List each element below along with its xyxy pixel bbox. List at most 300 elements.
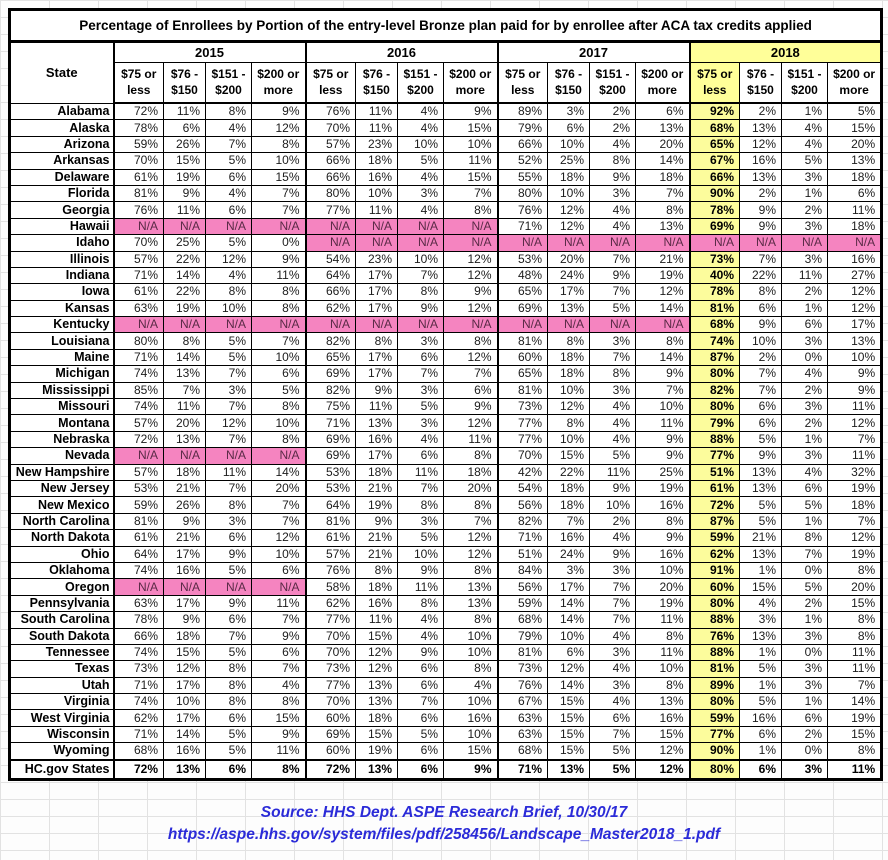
value-cell: 5% <box>828 103 882 120</box>
value-cell: 57% <box>114 251 164 267</box>
value-cell: 6% <box>398 760 444 780</box>
value-cell: 12% <box>356 661 398 677</box>
value-cell: 57% <box>306 136 356 152</box>
value-cell: 20% <box>828 579 882 595</box>
value-cell: 18% <box>828 218 882 234</box>
year-header-row <box>10 42 882 63</box>
value-cell: 4% <box>398 169 444 185</box>
value-cell: 58% <box>306 579 356 595</box>
value-cell: 9% <box>636 530 690 546</box>
value-cell: 13% <box>356 694 398 710</box>
value-cell: 2% <box>740 349 782 365</box>
value-cell: 69% <box>498 300 548 316</box>
value-cell: 8% <box>828 743 882 760</box>
value-cell: 3% <box>398 382 444 398</box>
value-cell: 17% <box>356 349 398 365</box>
value-cell: 21% <box>356 546 398 562</box>
value-cell: 8% <box>252 760 306 780</box>
value-cell: 7% <box>590 726 636 742</box>
state-cell: Pennsylvania <box>10 595 114 611</box>
value-cell: 17% <box>356 267 398 283</box>
table-row <box>10 431 882 447</box>
value-cell: 4% <box>590 415 636 431</box>
value-cell: 4% <box>252 677 306 693</box>
value-cell: 82% <box>498 513 548 529</box>
value-cell: 6% <box>398 710 444 726</box>
value-cell: 12% <box>828 415 882 431</box>
value-cell: 7% <box>252 333 306 349</box>
value-cell: 72% <box>306 760 356 780</box>
value-cell: 16% <box>740 153 782 169</box>
value-cell: N/A <box>114 448 164 464</box>
value-cell: 6% <box>740 415 782 431</box>
value-cell: 70% <box>498 448 548 464</box>
value-cell: 6% <box>828 185 882 201</box>
price-band-header: $76 - $150 <box>740 63 782 104</box>
value-cell: 64% <box>114 546 164 562</box>
value-cell: 53% <box>114 480 164 496</box>
value-cell: 69% <box>306 726 356 742</box>
value-cell: 54% <box>306 251 356 267</box>
value-cell: 0% <box>782 562 828 578</box>
value-cell: 12% <box>548 218 590 234</box>
value-cell: 62% <box>306 300 356 316</box>
value-cell: 82% <box>306 382 356 398</box>
value-cell: 12% <box>252 530 306 546</box>
value-cell: 21% <box>356 530 398 546</box>
value-cell: 12% <box>444 349 498 365</box>
table-row <box>10 710 882 726</box>
value-cell: 24% <box>548 546 590 562</box>
value-cell: 8% <box>740 284 782 300</box>
value-cell: 7% <box>590 349 636 365</box>
value-cell: 8% <box>444 612 498 628</box>
value-cell: 17% <box>356 300 398 316</box>
value-cell: 8% <box>206 661 252 677</box>
value-cell: 71% <box>114 677 164 693</box>
value-cell: 6% <box>740 726 782 742</box>
value-cell: 1% <box>740 743 782 760</box>
value-cell: 3% <box>590 185 636 201</box>
value-cell: 70% <box>306 694 356 710</box>
value-cell: 19% <box>636 595 690 611</box>
table-row <box>10 103 882 120</box>
value-cell: 11% <box>164 103 206 120</box>
value-cell: 68% <box>114 743 164 760</box>
state-cell: Ohio <box>10 546 114 562</box>
value-cell: 68% <box>690 120 740 136</box>
value-cell: 76% <box>114 202 164 218</box>
state-cell: New Hampshire <box>10 464 114 480</box>
value-cell: 18% <box>356 153 398 169</box>
year-header-2016: 2016 <box>306 42 498 63</box>
value-cell: N/A <box>164 579 206 595</box>
value-cell: 14% <box>252 464 306 480</box>
value-cell: 4% <box>398 612 444 628</box>
value-cell: 9% <box>444 760 498 780</box>
value-cell: N/A <box>206 579 252 595</box>
value-cell: 68% <box>498 612 548 628</box>
value-cell: 7% <box>828 677 882 693</box>
value-cell: 10% <box>164 694 206 710</box>
value-cell: 11% <box>252 595 306 611</box>
value-cell: 14% <box>164 349 206 365</box>
state-cell: Kentucky <box>10 317 114 333</box>
value-cell: N/A <box>306 235 356 251</box>
value-cell: 3% <box>398 415 444 431</box>
value-cell: 77% <box>306 612 356 628</box>
value-cell: 9% <box>828 382 882 398</box>
value-cell: 4% <box>398 103 444 120</box>
value-cell: N/A <box>206 317 252 333</box>
value-cell: 9% <box>740 202 782 218</box>
price-band-header: $76 - $150 <box>164 63 206 104</box>
value-cell: 9% <box>164 513 206 529</box>
value-cell: 4% <box>206 120 252 136</box>
value-cell: 7% <box>828 513 882 529</box>
value-cell: N/A <box>164 317 206 333</box>
table-row <box>10 628 882 644</box>
value-cell: 10% <box>252 546 306 562</box>
value-cell: 5% <box>740 694 782 710</box>
value-cell: 5% <box>398 399 444 415</box>
value-cell: 10% <box>252 415 306 431</box>
value-cell: N/A <box>398 235 444 251</box>
value-cell: 15% <box>828 726 882 742</box>
value-cell: 78% <box>690 202 740 218</box>
value-cell: 5% <box>590 743 636 760</box>
value-cell: 81% <box>690 661 740 677</box>
value-cell: 7% <box>590 612 636 628</box>
table-row <box>10 464 882 480</box>
value-cell: 52% <box>498 153 548 169</box>
state-cell: Montana <box>10 415 114 431</box>
value-cell: 6% <box>206 530 252 546</box>
value-cell: 5% <box>206 153 252 169</box>
value-cell: 5% <box>740 431 782 447</box>
value-cell: 9% <box>356 513 398 529</box>
value-cell: 74% <box>114 399 164 415</box>
value-cell: 5% <box>782 579 828 595</box>
value-cell: 8% <box>206 284 252 300</box>
value-cell: 56% <box>498 579 548 595</box>
value-cell: 72% <box>690 497 740 513</box>
value-cell: 8% <box>444 497 498 513</box>
value-cell: 1% <box>782 694 828 710</box>
value-cell: 16% <box>636 497 690 513</box>
value-cell: 11% <box>356 103 398 120</box>
state-cell: Oklahoma <box>10 562 114 578</box>
value-cell: 60% <box>306 743 356 760</box>
state-cell: Nevada <box>10 448 114 464</box>
table-row <box>10 120 882 136</box>
value-cell: 74% <box>114 644 164 660</box>
value-cell: 57% <box>306 546 356 562</box>
value-cell: 90% <box>690 185 740 201</box>
value-cell: 70% <box>114 153 164 169</box>
value-cell: 21% <box>636 251 690 267</box>
value-cell: 14% <box>636 153 690 169</box>
value-cell: 23% <box>356 251 398 267</box>
value-cell: 10% <box>398 251 444 267</box>
value-cell: 57% <box>114 415 164 431</box>
value-cell: 8% <box>828 562 882 578</box>
value-cell: 13% <box>740 464 782 480</box>
value-cell: 55% <box>498 169 548 185</box>
value-cell: 63% <box>498 710 548 726</box>
state-cell: Tennessee <box>10 644 114 660</box>
state-cell: Florida <box>10 185 114 201</box>
footer <box>0 802 888 846</box>
value-cell: 3% <box>398 513 444 529</box>
value-cell: N/A <box>252 579 306 595</box>
value-cell: 8% <box>782 530 828 546</box>
value-cell: 8% <box>356 333 398 349</box>
value-cell: 8% <box>444 562 498 578</box>
state-cell: Alabama <box>10 103 114 120</box>
value-cell: 7% <box>740 251 782 267</box>
value-cell: N/A <box>356 218 398 234</box>
value-cell: 71% <box>114 726 164 742</box>
value-cell: 91% <box>690 562 740 578</box>
state-cell: Alaska <box>10 120 114 136</box>
value-cell: 60% <box>306 710 356 726</box>
value-cell: N/A <box>498 235 548 251</box>
value-cell: 11% <box>398 464 444 480</box>
value-cell: 4% <box>590 628 636 644</box>
value-cell: 7% <box>252 661 306 677</box>
table-row <box>10 267 882 283</box>
value-cell: 14% <box>636 300 690 316</box>
value-cell: 6% <box>398 661 444 677</box>
value-cell: 9% <box>740 218 782 234</box>
value-cell: 7% <box>206 366 252 382</box>
value-cell: 74% <box>114 562 164 578</box>
value-cell: N/A <box>636 235 690 251</box>
value-cell: 13% <box>356 415 398 431</box>
value-cell: 75% <box>306 399 356 415</box>
value-cell: 10% <box>828 349 882 365</box>
value-cell: 88% <box>690 431 740 447</box>
value-cell: 18% <box>356 710 398 726</box>
state-cell: Louisiana <box>10 333 114 349</box>
value-cell: 10% <box>548 628 590 644</box>
title-row <box>10 10 882 42</box>
value-cell: 5% <box>740 497 782 513</box>
value-cell: 12% <box>636 284 690 300</box>
value-cell: 4% <box>782 464 828 480</box>
value-cell: 74% <box>114 366 164 382</box>
value-cell: 7% <box>782 546 828 562</box>
value-cell: 17% <box>164 710 206 726</box>
table-row <box>10 399 882 415</box>
price-band-header: $151 - $200 <box>590 63 636 104</box>
value-cell: 11% <box>828 399 882 415</box>
value-cell: 18% <box>164 628 206 644</box>
value-cell: 10% <box>206 300 252 316</box>
value-cell: 15% <box>548 448 590 464</box>
value-cell: 8% <box>636 333 690 349</box>
value-cell: 8% <box>206 677 252 693</box>
value-cell: 63% <box>498 726 548 742</box>
table-row <box>10 202 882 218</box>
table-row <box>10 480 882 496</box>
value-cell: 3% <box>590 333 636 349</box>
value-cell: 69% <box>306 448 356 464</box>
value-cell: 5% <box>590 760 636 780</box>
state-cell: Texas <box>10 661 114 677</box>
value-cell: 4% <box>398 431 444 447</box>
value-cell: 3% <box>590 677 636 693</box>
value-cell: 3% <box>590 382 636 398</box>
state-cell: North Carolina <box>10 513 114 529</box>
value-cell: 20% <box>828 136 882 152</box>
value-cell: 12% <box>828 530 882 546</box>
value-cell: 5% <box>398 530 444 546</box>
value-cell: 6% <box>636 103 690 120</box>
value-cell: 2% <box>590 103 636 120</box>
price-band-header: $76 - $150 <box>548 63 590 104</box>
value-cell: 16% <box>356 169 398 185</box>
value-cell: 10% <box>548 431 590 447</box>
source-url-link[interactable]: https://aspe.hhs.gov/system/files/pdf/258456/Landscape_Master2018_1.pdf <box>167 826 721 843</box>
value-cell: 9% <box>636 448 690 464</box>
value-cell: 76% <box>306 562 356 578</box>
value-cell: 9% <box>398 644 444 660</box>
value-cell: 13% <box>740 546 782 562</box>
table-row <box>10 317 882 333</box>
value-cell: 9% <box>590 546 636 562</box>
value-cell: 8% <box>444 333 498 349</box>
value-cell: 9% <box>252 726 306 742</box>
value-cell: 15% <box>444 743 498 760</box>
value-cell: 11% <box>356 120 398 136</box>
value-cell: 22% <box>740 267 782 283</box>
value-cell: 12% <box>636 743 690 760</box>
value-cell: 18% <box>548 169 590 185</box>
value-cell: 1% <box>782 300 828 316</box>
value-cell: 6% <box>590 710 636 726</box>
table-row <box>10 677 882 693</box>
value-cell: 22% <box>164 284 206 300</box>
value-cell: 8% <box>252 399 306 415</box>
value-cell: 7% <box>548 513 590 529</box>
value-cell: 8% <box>548 415 590 431</box>
value-cell: 18% <box>444 464 498 480</box>
value-cell: 21% <box>740 530 782 546</box>
value-cell: 6% <box>444 382 498 398</box>
value-cell: 53% <box>306 464 356 480</box>
value-cell: 66% <box>498 136 548 152</box>
value-cell: 10% <box>444 644 498 660</box>
table-row <box>10 562 882 578</box>
value-cell: 77% <box>690 726 740 742</box>
value-cell: 4% <box>590 136 636 152</box>
value-cell: 12% <box>444 546 498 562</box>
year-header-2017: 2017 <box>498 42 690 63</box>
value-cell: 18% <box>548 349 590 365</box>
price-band-header: $151 - $200 <box>782 63 828 104</box>
value-cell: 7% <box>252 497 306 513</box>
value-cell: 3% <box>782 399 828 415</box>
value-cell: 11% <box>590 464 636 480</box>
table-row <box>10 579 882 595</box>
value-cell: 6% <box>782 317 828 333</box>
value-cell: 6% <box>740 760 782 780</box>
value-cell: 80% <box>690 595 740 611</box>
value-cell: N/A <box>252 218 306 234</box>
value-cell: 9% <box>252 628 306 644</box>
value-cell: 9% <box>444 399 498 415</box>
value-cell: N/A <box>690 235 740 251</box>
value-cell: 17% <box>828 317 882 333</box>
value-cell: 8% <box>828 612 882 628</box>
value-cell: 3% <box>782 677 828 693</box>
value-cell: 3% <box>398 185 444 201</box>
value-cell: 81% <box>498 333 548 349</box>
value-cell: 77% <box>498 431 548 447</box>
spreadsheet-sheet <box>8 8 883 781</box>
value-cell: 6% <box>206 612 252 628</box>
value-cell: 8% <box>444 202 498 218</box>
value-cell: 69% <box>690 218 740 234</box>
value-cell: 13% <box>740 120 782 136</box>
value-cell: 14% <box>548 612 590 628</box>
value-cell: 6% <box>398 743 444 760</box>
value-cell: 8% <box>164 333 206 349</box>
value-cell: 8% <box>252 300 306 316</box>
table-row <box>10 300 882 316</box>
value-cell: 4% <box>590 431 636 447</box>
value-cell: 15% <box>356 628 398 644</box>
value-cell: 8% <box>636 202 690 218</box>
value-cell: 60% <box>498 349 548 365</box>
value-cell: 77% <box>306 202 356 218</box>
value-cell: 16% <box>740 710 782 726</box>
value-cell: 16% <box>444 710 498 726</box>
value-cell: 7% <box>590 595 636 611</box>
value-cell: 59% <box>690 530 740 546</box>
value-cell: 7% <box>740 366 782 382</box>
value-cell: 7% <box>636 382 690 398</box>
value-cell: 71% <box>114 267 164 283</box>
value-cell: 61% <box>114 169 164 185</box>
state-cell: Utah <box>10 677 114 693</box>
value-cell: 18% <box>356 464 398 480</box>
value-cell: 81% <box>114 513 164 529</box>
value-cell: 6% <box>548 644 590 660</box>
value-cell: 9% <box>590 169 636 185</box>
value-cell: 4% <box>740 595 782 611</box>
value-cell: 7% <box>206 431 252 447</box>
value-cell: 12% <box>444 267 498 283</box>
value-cell: 3% <box>782 448 828 464</box>
value-cell: 17% <box>356 448 398 464</box>
value-cell: 7% <box>444 513 498 529</box>
value-cell: 11% <box>164 399 206 415</box>
value-cell: 5% <box>398 153 444 169</box>
state-cell: South Dakota <box>10 628 114 644</box>
value-cell: 20% <box>548 251 590 267</box>
state-cell: Mississippi <box>10 382 114 398</box>
value-cell: 6% <box>206 710 252 726</box>
value-cell: 68% <box>690 317 740 333</box>
value-cell: 8% <box>548 333 590 349</box>
value-cell: 80% <box>690 694 740 710</box>
value-cell: 42% <box>498 464 548 480</box>
value-cell: 6% <box>398 677 444 693</box>
value-cell: 12% <box>444 251 498 267</box>
